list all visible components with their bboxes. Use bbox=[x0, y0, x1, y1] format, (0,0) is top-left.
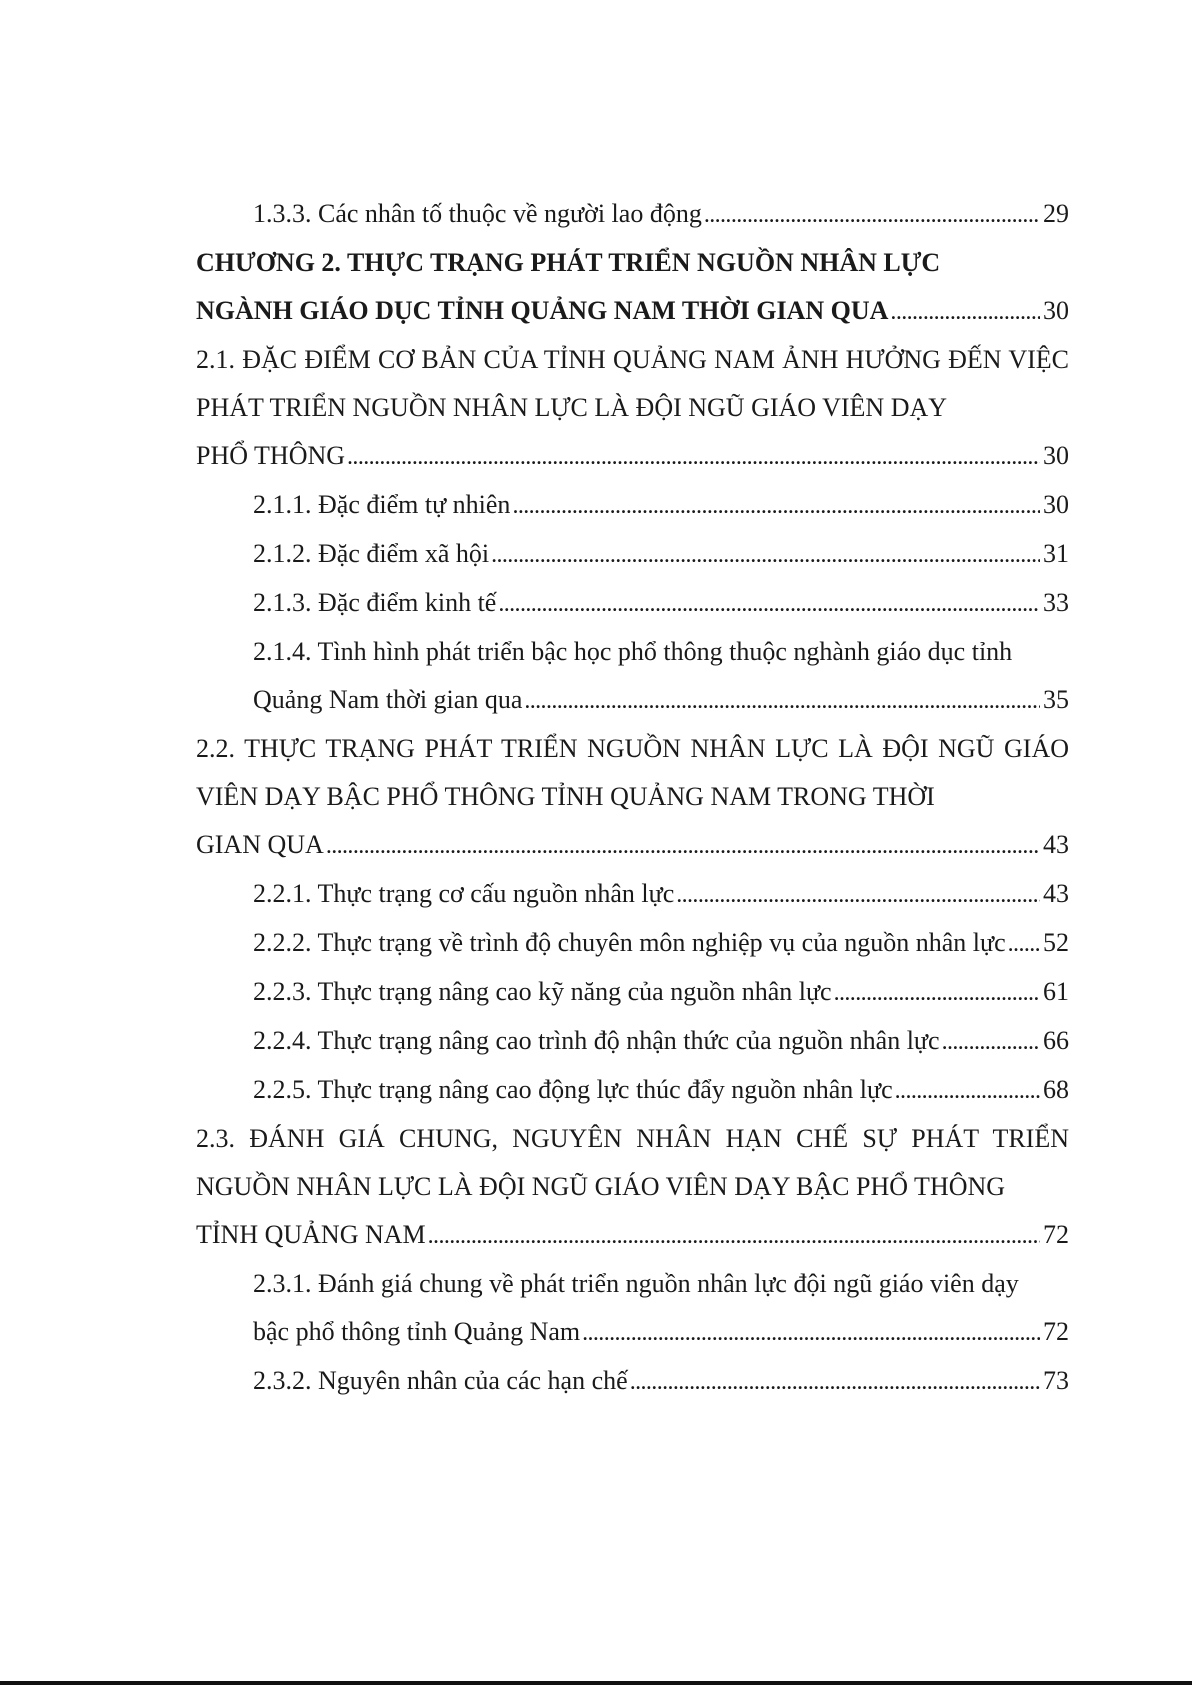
bottom-border bbox=[0, 1681, 1192, 1685]
toc-page-number: 29 bbox=[1043, 199, 1069, 228]
dot-leader bbox=[326, 821, 1040, 870]
toc-entry[interactable] bbox=[196, 530, 1069, 579]
toc-page-number: 30 bbox=[1043, 490, 1069, 519]
toc-entry-title: 2.3.2. Nguyên nhân của các hạn chế bbox=[253, 1366, 628, 1395]
toc-entry-title: 2.2.5. Thực trạng nâng cao động lực thúc đẩy nguồn nhân lực bbox=[253, 1075, 893, 1104]
toc-page-number: 30 bbox=[1043, 441, 1069, 470]
dot-leader bbox=[630, 1357, 1040, 1406]
dot-leader bbox=[834, 968, 1040, 1017]
toc-entry-title-continuation: NGÀNH GIÁO DỤC TỈNH QUẢNG NAM THỜI GIAN QUA bbox=[196, 296, 889, 325]
dot-leader bbox=[512, 481, 1040, 530]
toc-entry-title-continuation: bậc phổ thông tỉnh Quảng Nam bbox=[253, 1317, 581, 1346]
dot-leader bbox=[890, 287, 1040, 336]
toc-entry-title: 2.1.1. Đặc điểm tự nhiên bbox=[253, 490, 511, 519]
toc-page-number: 43 bbox=[1043, 879, 1069, 908]
toc-entry[interactable] bbox=[196, 628, 1069, 725]
toc-page-number: 31 bbox=[1043, 539, 1069, 568]
dot-leader bbox=[498, 579, 1040, 628]
toc-entry[interactable] bbox=[196, 1066, 1069, 1115]
dot-leader bbox=[428, 1211, 1040, 1260]
toc-page-number: 52 bbox=[1043, 928, 1069, 957]
toc-page-number: 72 bbox=[1043, 1220, 1069, 1249]
toc-entry[interactable] bbox=[196, 870, 1069, 919]
toc-entry[interactable] bbox=[196, 725, 1069, 870]
toc-entry-title: 2.2. THỰC TRẠNG PHÁT TRIỂN NGUỒN NHÂN LỰC LÀ ĐỘI NGŨ GIÁO VIÊN DẠY BẬC PHỔ THÔNG TỈNH QUẢNG NAM TRONG THỜI bbox=[196, 734, 1069, 811]
toc-page-number: 73 bbox=[1043, 1366, 1069, 1395]
toc-entry-title-continuation: PHỔ THÔNG bbox=[196, 441, 346, 470]
toc-entry-title: 2.2.4. Thực trạng nâng cao trình độ nhận thức của nguồn nhân lực bbox=[253, 1026, 940, 1055]
toc-entry-title: 2.1. ĐẶC ĐIỂM CƠ BẢN CỦA TỈNH QUẢNG NAM ẢNH HƯỞNG ĐẾN VIỆC PHÁT TRIỂN NGUỒN NHÂN LỰC LÀ ĐỘI NGŨ GIÁO VIÊN DẠY bbox=[196, 345, 1069, 422]
toc-entry-title: 2.1.2. Đặc điểm xã hội bbox=[253, 539, 490, 568]
toc-entry[interactable] bbox=[196, 919, 1069, 968]
toc-entry-title-continuation: GIAN QUA bbox=[196, 830, 324, 859]
toc-page-number: 61 bbox=[1043, 977, 1069, 1006]
dot-leader bbox=[1008, 919, 1040, 968]
toc-entry-title: 2.2.2. Thực trạng về trình độ chuyên môn nghiệp vụ của nguồn nhân lực bbox=[253, 928, 1006, 957]
toc-entry[interactable] bbox=[196, 579, 1069, 628]
toc-entry[interactable] bbox=[196, 1357, 1069, 1406]
toc-page-number: 66 bbox=[1043, 1026, 1069, 1055]
toc-entry[interactable] bbox=[196, 336, 1069, 481]
dot-leader bbox=[676, 870, 1040, 919]
dot-leader bbox=[491, 530, 1040, 579]
toc-page-number: 68 bbox=[1043, 1075, 1069, 1104]
dot-leader bbox=[524, 676, 1040, 725]
toc-page-number: 33 bbox=[1043, 588, 1069, 617]
dot-leader bbox=[582, 1308, 1040, 1357]
toc-page-number: 30 bbox=[1043, 296, 1069, 325]
table-of-contents bbox=[196, 190, 1069, 1406]
toc-page-number: 43 bbox=[1043, 830, 1069, 859]
toc-page-number: 35 bbox=[1043, 685, 1069, 714]
toc-entry[interactable] bbox=[196, 968, 1069, 1017]
toc-entry-title: 1.3.3. Các nhân tố thuộc về người lao động bbox=[253, 199, 702, 228]
toc-entry-title: 2.1.4. Tình hình phát triển bậc học phổ thông thuộc nghành giáo dục tỉnh bbox=[253, 637, 1013, 666]
toc-entry[interactable] bbox=[196, 481, 1069, 530]
dot-leader bbox=[704, 190, 1040, 239]
toc-entry-title: 2.1.3. Đặc điểm kinh tế bbox=[253, 588, 497, 617]
toc-entry-title: 2.2.3. Thực trạng nâng cao kỹ năng của nguồn nhân lực bbox=[253, 977, 832, 1006]
dot-leader bbox=[895, 1066, 1040, 1115]
toc-entry[interactable] bbox=[196, 1017, 1069, 1066]
toc-entry[interactable] bbox=[196, 239, 1069, 336]
toc-entry-title: CHƯƠNG 2. THỰC TRẠNG PHÁT TRIỂN NGUỒN NHÂN LỰC bbox=[196, 248, 941, 277]
toc-entry[interactable] bbox=[196, 1115, 1069, 1260]
dot-leader bbox=[347, 432, 1040, 481]
toc-page-number: 72 bbox=[1043, 1317, 1069, 1346]
toc-entry-title: 2.2.1. Thực trạng cơ cấu nguồn nhân lực bbox=[253, 879, 675, 908]
toc-entry[interactable] bbox=[196, 190, 1069, 239]
toc-entry-title: 2.3. ĐÁNH GIÁ CHUNG, NGUYÊN NHÂN HẠN CHẾ SỰ PHÁT TRIỂN NGUỒN NHÂN LỰC LÀ ĐỘI NGŨ GIÁO VIÊN DẠY BẬC PHỔ THÔNG bbox=[196, 1124, 1069, 1201]
dot-leader bbox=[942, 1017, 1040, 1066]
toc-entry-title: 2.3.1. Đánh giá chung về phát triển nguồn nhân lực đội ngũ giáo viên dạy bbox=[253, 1269, 1019, 1298]
toc-entry-title-continuation: Quảng Nam thời gian qua bbox=[253, 685, 523, 714]
toc-entry-title-continuation: TỈNH QUẢNG NAM bbox=[196, 1220, 426, 1249]
toc-entry[interactable] bbox=[196, 1260, 1069, 1357]
